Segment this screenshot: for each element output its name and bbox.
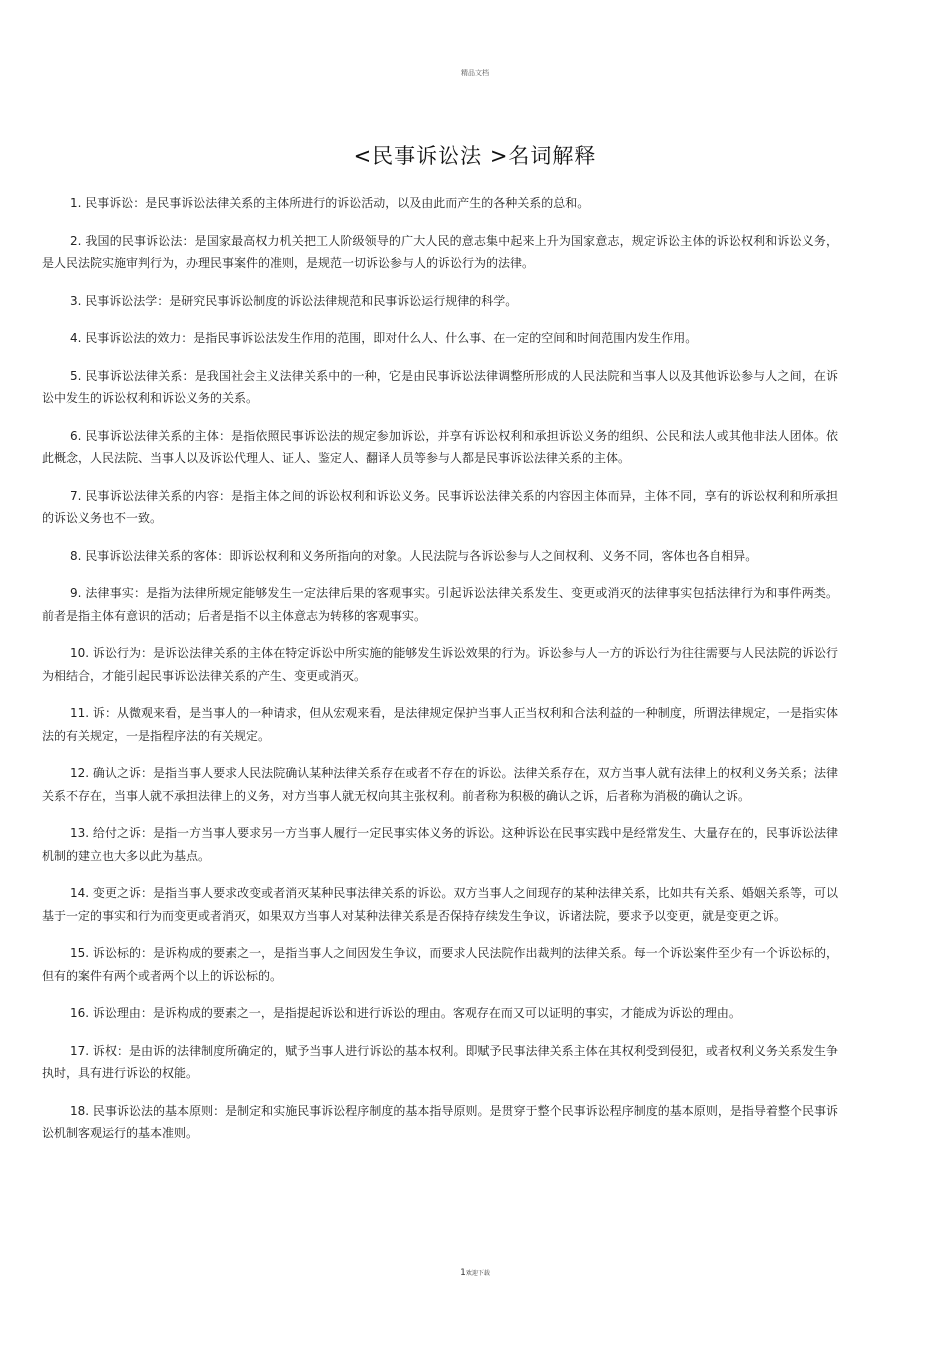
list-item — [42, 1002, 838, 1025]
page-footer — [0, 1260, 950, 1279]
list-item — [42, 942, 838, 987]
list-item — [42, 230, 838, 275]
entry-number: 14. — [70, 886, 90, 900]
list-item — [42, 582, 838, 627]
entry-text: 民事诉讼法律关系的客体：即诉讼权利和义务所指向的对象。人民法院与各诉讼参与人之间权利、义务不同，客体也各自相异。 — [81, 548, 758, 563]
footer-text: 欢迎下载 — [465, 1270, 490, 1277]
list-item — [42, 1040, 838, 1085]
page-number: 1 — [460, 1268, 466, 1278]
entry-text: 诉讼标的：是诉构成的要素之一，是指当事人之间因发生争议，而要求人民法院作出裁判的法律关系。每一个诉讼案件至少有一个诉讼标的，但有的案件有两个或者两个以上的诉讼标的。 — [42, 946, 838, 983]
entry-text: 诉讼理由：是诉构成的要素之一，是指提起诉讼和进行诉讼的理由。客观存在而又可以证明的事实，才能成为诉讼的理由。 — [89, 1006, 741, 1020]
list-item — [42, 822, 838, 867]
entry-number: 17. — [70, 1043, 90, 1058]
entry-number: 6. — [70, 428, 82, 443]
entry-number: 4. — [70, 331, 82, 345]
entry-number: 9. — [70, 586, 82, 600]
entry-text: 民事诉讼法的效力：是指民事诉讼法发生作用的范围，即对什么人、什么事、在一定的空间和时间范围内发生作用。 — [81, 331, 698, 345]
entry-text: 诉：从微观来看，是当事人的一种请求，但从宏观来看，是法律规定保护当事人正当权利和合法利益的一种制度，所谓法律规定，一是指实体法的有关规定，一是指程序法的有关规定。 — [42, 706, 838, 743]
list-item — [42, 762, 838, 807]
entry-number: 15. — [70, 946, 90, 960]
entry-text: 变更之诉：是指当事人要求改变或者消灭某种民事法律关系的诉讼。双方当事人之间现存的某种法律关系，比如共有关系、婚姻关系等，可以基于一定的事实和行为而变更或者消灭，如果双方当事人对某种法律关系是否保持存续发生争议，诉诸法院，要求予以变更，就是变更之诉。 — [42, 886, 838, 923]
entry-number: 10. — [70, 646, 90, 660]
list-item — [42, 545, 838, 568]
list-item — [42, 1100, 838, 1145]
entry-number: 3. — [70, 293, 82, 308]
entry-number: 5. — [70, 368, 82, 383]
entry-number: 11. — [70, 706, 90, 720]
entry-number: 1. — [70, 196, 82, 210]
entry-text: 法律事实：是指为法律所规定能够发生一定法律后果的客观事实。引起诉讼法律关系发生、变更或消灭的法律事实包括法律行为和事件两类。前者是指主体有意识的活动；后者是指不以主体意志为转移的客观事实。 — [42, 586, 838, 623]
list-item — [42, 192, 838, 215]
entry-text: 民事诉讼法律关系：是我国社会主义法律关系中的一种，它是由民事诉讼法律调整所形成的人民法院和当事人以及其他诉讼参与人之间，在诉讼中发生的诉讼权利和诉讼义务的关系。 — [42, 368, 838, 405]
list-item — [42, 290, 838, 313]
page-title: <民事诉讼法 >名词解释 — [353, 144, 597, 168]
list-item — [42, 485, 838, 530]
list-item — [42, 425, 838, 470]
entry-number: 13. — [70, 826, 90, 840]
list-item — [42, 365, 838, 410]
entry-text: 我国的民事诉讼法：是国家最高权力机关把工人阶级领导的广大人民的意志集中起来上升为国家意志，规定诉讼主体的诉讼权利和诉讼义务，是人民法院实施审判行为，办理民事案件的准则，是规范一切诉讼参与人的诉讼行为的法律。 — [42, 233, 838, 270]
entry-text: 给付之诉：是指一方当事人要求另一方当事人履行一定民事实体义务的诉讼。这种诉讼在民事实践中是经常发生、大量存在的，民事诉讼法律机制的建立也大多以此为基点。 — [42, 826, 838, 863]
entry-text: 诉权：是由诉的法律制度所确定的，赋予当事人进行诉讼的基本权利。即赋予民事法律关系主体在其权利受到侵犯，或者权利义务关系发生争执时，具有进行诉讼的权能。 — [42, 1043, 838, 1080]
entry-text: 确认之诉：是指当事人要求人民法院确认某种法律关系存在或者不存在的诉讼。法律关系存在，双方当事人就有法律上的权利义务关系；法律关系不存在，当事人就不承担法律上的义务，对方当事人就无权向其主张权利。前者称为积极的确认之诉，后者称为消极的确认之诉。 — [42, 766, 838, 803]
entry-number: 8. — [70, 548, 82, 563]
list-item — [42, 642, 838, 687]
entry-list — [42, 192, 838, 1160]
list-item — [42, 327, 838, 350]
entry-number: 2. — [70, 233, 82, 248]
entry-number: 7. — [70, 488, 82, 503]
entry-number: 16. — [70, 1006, 90, 1020]
entry-text: 民事诉讼法律关系的主体：是指依照民事诉讼法的规定参加诉讼，并享有诉讼权利和承担诉讼义务的组织、公民和法人或其他非法人团体。依此概念，人民法院、当事人以及诉讼代理人、证人、鉴定人、翻译人员等参与人都是民事诉讼法律关系的主体。 — [42, 428, 838, 465]
entry-text: 民事诉讼法学：是研究民事诉讼制度的诉讼法律规范和民事诉讼运行规律的科学。 — [81, 293, 518, 308]
entry-text: 民事诉讼：是民事诉讼法律关系的主体所进行的诉讼活动，以及由此而产生的各种关系的总和。 — [81, 196, 590, 210]
entry-text: 民事诉讼法律关系的内容：是指主体之间的诉讼权利和诉讼义务。民事诉讼法律关系的内容因主体而异，主体不同，享有的诉讼权利和所承担的诉讼义务也不一致。 — [42, 488, 838, 525]
entry-number: 18. — [70, 1103, 90, 1118]
entry-number: 12. — [70, 766, 90, 780]
entry-text: 民事诉讼法的基本原则：是制定和实施民事诉讼程序制度的基本指导原则。是贯穿于整个民事诉讼程序制度的基本原则，是指导着整个民事诉讼机制客观运行的基本准则。 — [42, 1103, 838, 1140]
list-item — [42, 702, 838, 747]
entry-text: 诉讼行为：是诉讼法律关系的主体在特定诉讼中所实施的能够发生诉讼效果的行为。诉讼参与人一方的诉讼行为往往需要与人民法院的诉讼行为相结合，才能引起民事诉讼法律关系的产生、变更或消灭。 — [42, 646, 838, 683]
list-item — [42, 882, 838, 927]
header-note: 精品文档 — [461, 69, 489, 77]
